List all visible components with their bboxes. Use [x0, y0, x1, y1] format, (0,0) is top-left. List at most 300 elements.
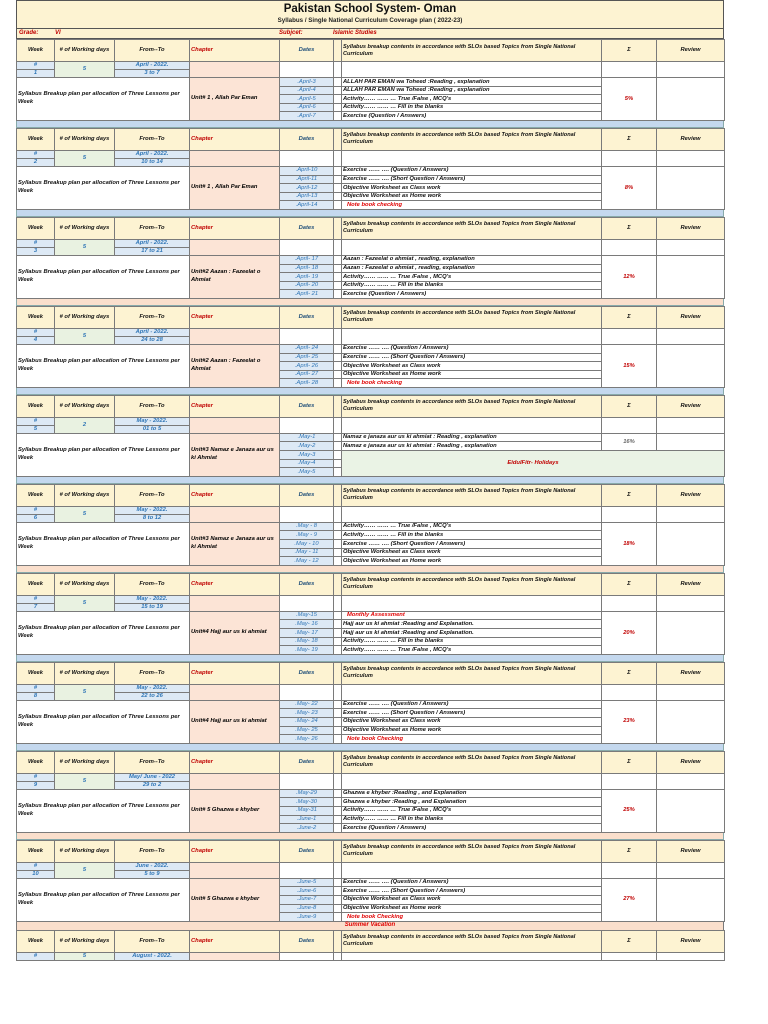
- coverage-percent: 8%: [602, 166, 657, 209]
- lesson-date: .April- 21: [280, 290, 334, 299]
- activity-item: Ghazwa e khyber :Reading , and Explanation: [342, 789, 602, 798]
- slo-header: Syllabus breakup contents in accordance with SLOs based Topics from Single National Curriculum: [342, 128, 602, 150]
- from-to-header: From--To: [115, 751, 190, 773]
- from-to-header: From--To: [115, 217, 190, 239]
- hash-cell: #: [17, 684, 55, 692]
- month-value: April - 2022.: [115, 239, 190, 247]
- hash-cell: #: [17, 62, 55, 70]
- week-block: [16, 484, 725, 566]
- coverage-percent: 15%: [602, 344, 657, 387]
- date-range: 10 to 14: [115, 158, 190, 166]
- from-to-header: From--To: [115, 306, 190, 328]
- lesson-date: .June-5: [280, 878, 334, 887]
- week-number: 9: [17, 781, 55, 789]
- lesson-date: .May-1: [280, 433, 334, 442]
- activity-item: Namaz e janaza aur us ki ahmiat : Reading , explanation: [342, 442, 602, 451]
- unit-title: Unit#3 Namaz e Janaza aur us ki Ahmiat: [190, 433, 280, 476]
- lesson-date: .April-4: [280, 86, 334, 95]
- lesson-date: .May-5: [280, 468, 334, 477]
- working-days-header: # of Working days: [55, 306, 115, 328]
- lesson-date: .April-3: [280, 78, 334, 87]
- from-to-header: From--To: [115, 930, 190, 952]
- week-header: Week: [17, 751, 55, 773]
- working-days-header: # of Working days: [55, 930, 115, 952]
- lesson-date: .April- 25: [280, 353, 334, 362]
- unit-title: Unit#3 Namaz e Janaza aur us ki Ahmiat: [190, 522, 280, 565]
- lesson-date: .May- 22: [280, 700, 334, 709]
- lesson-date: .May-31: [280, 806, 334, 815]
- lesson-date: .April-14: [280, 201, 334, 210]
- activity-item: Note book checking: [342, 201, 602, 210]
- breakup-plan-label: Syllabus Breakup plan per allocation of Three Lessons per Week: [17, 166, 190, 209]
- activity-item: Monthly Assessment: [342, 611, 602, 620]
- review-cell: [657, 78, 725, 121]
- unit-title: Unit# 1 , Allah Par Eman: [190, 166, 280, 209]
- activity-item: Exercise (Question / Answers): [342, 824, 602, 833]
- dates-header: Dates: [280, 217, 334, 239]
- block-separator: [16, 299, 724, 306]
- working-days-value: 5: [55, 150, 115, 166]
- working-days-value: 5: [55, 773, 115, 789]
- lesson-date: .April-13: [280, 192, 334, 201]
- activity-item: Objective Worksheet as Home work: [342, 192, 602, 201]
- activity-item: Hajj aur us ki ahmiat :Reading and Explanation.: [342, 620, 602, 629]
- week-block: [16, 840, 725, 922]
- activity-item: ALLAH PAR EMAN wa Toheed :Reading , explanation: [342, 78, 602, 87]
- working-days-value: 5: [55, 239, 115, 255]
- lesson-date: .June-1: [280, 815, 334, 824]
- activity-item: Exercise …… …. (Short Question / Answers): [342, 175, 602, 184]
- review-cell: [657, 700, 725, 743]
- month-value: April - 2022.: [115, 328, 190, 336]
- activity-item: Objective Worksheet as Class work: [342, 895, 602, 904]
- lesson-date: .April-6: [280, 103, 334, 112]
- activity-item: Exercise …… …. (Short Question / Answers): [342, 709, 602, 718]
- from-to-header: From--To: [115, 128, 190, 150]
- breakup-plan-label: Syllabus Breakup plan per allocation of Three Lessons per Week: [17, 433, 190, 476]
- lesson-date: .June-2: [280, 824, 334, 833]
- activity-item: Objective Worksheet as Home work: [342, 557, 602, 566]
- slo-header: Syllabus breakup contents in accordance with SLOs based Topics from Single National Curriculum: [342, 573, 602, 595]
- chapter-header: Chapter: [190, 930, 280, 952]
- activity-item: Activity…… …… … Fill in the blanks: [342, 281, 602, 290]
- week-header: Week: [17, 573, 55, 595]
- activity-item: Namaz e janaza aur us ki ahmiat : Reading , explanation: [342, 433, 602, 442]
- dates-header: Dates: [280, 40, 334, 62]
- hash-cell: #: [17, 150, 55, 158]
- week-header: Week: [17, 662, 55, 684]
- lesson-date: .May-15: [280, 611, 334, 620]
- review-header: Review: [657, 306, 725, 328]
- slo-header: Syllabus breakup contents in accordance with SLOs based Topics from Single National Curriculum: [342, 662, 602, 684]
- week-number: 3: [17, 247, 55, 255]
- review-cell: [657, 878, 725, 921]
- lesson-date: .April- 27: [280, 370, 334, 379]
- month-value: May - 2022.: [115, 417, 190, 425]
- activity-item: Aazan : Fazeelat o ahmiat , reading, explanation: [342, 255, 602, 264]
- lesson-date: .May - 12: [280, 557, 334, 566]
- working-days-value: 5: [55, 595, 115, 611]
- coverage-percent: 16%: [602, 433, 657, 450]
- lesson-date: .May- 26: [280, 735, 334, 744]
- breakup-plan-label: Syllabus Breakup plan per allocation of Three Lessons per Week: [17, 611, 190, 654]
- week-block: [16, 751, 725, 833]
- dates-header: Dates: [280, 128, 334, 150]
- dates-header: Dates: [280, 662, 334, 684]
- review-cell: [657, 344, 725, 387]
- review-header: Review: [657, 930, 725, 952]
- breakup-plan-label: Syllabus Breakup plan per allocation of Three Lessons per Week: [17, 255, 190, 298]
- lesson-date: .April- 20: [280, 281, 334, 290]
- block-separator: [16, 744, 724, 751]
- lesson-date: .April-12: [280, 184, 334, 193]
- week-header: Week: [17, 128, 55, 150]
- week-header: Week: [17, 217, 55, 239]
- date-range: 3 to 7: [115, 70, 190, 78]
- activity-item: Exercise …… …. (Short Question / Answers): [342, 887, 602, 896]
- activity-item: Objective Worksheet as Class work: [342, 717, 602, 726]
- month-value: May - 2022.: [115, 506, 190, 514]
- from-to-header: From--To: [115, 40, 190, 62]
- sigma-header: Σ: [602, 217, 657, 239]
- review-header: Review: [657, 217, 725, 239]
- chapter-header: Chapter: [190, 395, 280, 417]
- working-days-value: 5: [55, 506, 115, 522]
- sigma-header: Σ: [602, 662, 657, 684]
- chapter-header: Chapter: [190, 484, 280, 506]
- working-days-header: # of Working days: [55, 662, 115, 684]
- holiday-note: EidulFitr- Holidays: [342, 451, 725, 477]
- breakup-plan-label: Syllabus Breakup plan per allocation of Three Lessons per Week: [17, 700, 190, 743]
- lesson-date: .May-2: [280, 442, 334, 451]
- slo-header: Syllabus breakup contents in accordance with SLOs based Topics from Single National Curriculum: [342, 930, 602, 952]
- from-to-header: From--To: [115, 484, 190, 506]
- from-to-header: From--To: [115, 840, 190, 862]
- working-days-value: 2: [55, 417, 115, 433]
- week-header: Week: [17, 395, 55, 417]
- grade-value: VI: [55, 30, 61, 36]
- coverage-percent: 25%: [602, 789, 657, 832]
- block-separator: [16, 121, 724, 128]
- working-days-value: 5: [55, 328, 115, 344]
- chapter-header: Chapter: [190, 840, 280, 862]
- lesson-date: .May - 11: [280, 548, 334, 557]
- week-block: [16, 306, 725, 388]
- activity-item: Activity…… …… … Fill in the blanks: [342, 531, 602, 540]
- document-header: [16, 0, 724, 29]
- week-block: [16, 39, 725, 121]
- lesson-date: .May-3: [280, 451, 334, 460]
- activity-item: Activity…… …… … Fill in the blanks: [342, 815, 602, 824]
- block-separator: [16, 477, 724, 484]
- activity-item: Objective Worksheet as Home work: [342, 726, 602, 735]
- activity-item: Activity…… …… … True /False , MCQ's: [342, 95, 602, 104]
- sigma-header: Σ: [602, 306, 657, 328]
- activity-item: Note book Checking: [342, 913, 602, 922]
- review-header: Review: [657, 751, 725, 773]
- block-separator: [16, 655, 724, 662]
- lesson-date: .May-4: [280, 459, 334, 468]
- unit-title: Unit# 1 , Allah Par Eman: [190, 78, 280, 121]
- lesson-date: .June-9: [280, 913, 334, 922]
- lesson-date: .May- 18: [280, 637, 334, 646]
- review-header: Review: [657, 128, 725, 150]
- subject-label: Subjcet:: [279, 30, 303, 36]
- dates-header: Dates: [280, 573, 334, 595]
- week-number: 8: [17, 692, 55, 700]
- month-value: May - 2022.: [115, 595, 190, 603]
- lesson-date: .May- 16: [280, 620, 334, 629]
- lesson-date: .April- 28: [280, 379, 334, 388]
- date-range: 17 to 21: [115, 247, 190, 255]
- coverage-percent: 27%: [602, 878, 657, 921]
- review-header: Review: [657, 573, 725, 595]
- hash-cell: #: [17, 417, 55, 425]
- lesson-date: .April- 19: [280, 273, 334, 282]
- block-separator: [16, 566, 724, 573]
- sigma-header: Σ: [602, 484, 657, 506]
- working-days-header: # of Working days: [55, 484, 115, 506]
- activity-item: Note book Checking: [342, 735, 602, 744]
- hash-cell: #: [17, 773, 55, 781]
- grade-label: Grade:: [19, 30, 39, 36]
- plan-subtitle: Syllabus / Single National Curriculum Coverage plan ( 2022-23): [277, 17, 463, 24]
- chapter-header: Chapter: [190, 751, 280, 773]
- block-separator: [16, 388, 724, 395]
- lesson-date: .May - 8: [280, 522, 334, 531]
- review-cell: [657, 433, 725, 450]
- review-cell: [657, 166, 725, 209]
- lesson-date: .May- 23: [280, 709, 334, 718]
- grade-subject-row: [16, 29, 724, 39]
- activity-item: Exercise (Question / Answers): [342, 290, 602, 299]
- slo-header: Syllabus breakup contents in accordance with SLOs based Topics from Single National Curriculum: [342, 217, 602, 239]
- month-value: August - 2022.: [115, 952, 190, 960]
- working-days-header: # of Working days: [55, 217, 115, 239]
- breakup-plan-label: Syllabus Breakup plan per allocation of Three Lessons per Week: [17, 344, 190, 387]
- week-block-partial: [16, 930, 725, 961]
- working-days-header: # of Working days: [55, 573, 115, 595]
- review-header: Review: [657, 840, 725, 862]
- week-number: 2: [17, 158, 55, 166]
- lesson-date: .May- 19: [280, 646, 334, 655]
- review-cell: [657, 789, 725, 832]
- coverage-percent: 23%: [602, 700, 657, 743]
- week-number: 10: [17, 870, 55, 878]
- working-days-value: 5: [55, 862, 115, 878]
- review-cell: [657, 522, 725, 565]
- coverage-percent: 12%: [602, 255, 657, 298]
- chapter-header: Chapter: [190, 306, 280, 328]
- slo-header: Syllabus breakup contents in accordance with SLOs based Topics from Single National Curriculum: [342, 306, 602, 328]
- review-cell: [657, 255, 725, 298]
- unit-title: Unit# 5 Ghazwa e khyber: [190, 789, 280, 832]
- activity-item: Activity…… …… … True /False , MCQ's: [342, 273, 602, 282]
- activity-item: Exercise …… …. (Short Question / Answers): [342, 353, 602, 362]
- activity-item: Hajj aur us ki ahmiat :Reading and Explanation.: [342, 629, 602, 638]
- activity-item: Objective Worksheet as Home work: [342, 904, 602, 913]
- working-days-header: # of Working days: [55, 751, 115, 773]
- week-blocks: [16, 39, 724, 961]
- breakup-plan-label: Syllabus Breakup plan per allocation of Three Lessons per Week: [17, 522, 190, 565]
- school-title: Pakistan School System- Oman: [283, 3, 457, 15]
- unit-title: Unit# 5 Ghazwa e khyber: [190, 878, 280, 921]
- week-block: [16, 662, 725, 744]
- date-range: 15 to 19: [115, 603, 190, 611]
- week-block: [16, 128, 725, 210]
- activity-item: Objective Worksheet as Class work: [342, 548, 602, 557]
- working-days-header: # of Working days: [55, 40, 115, 62]
- breakup-plan-label: Syllabus Breakup plan per allocation of Three Lessons per Week: [17, 789, 190, 832]
- from-to-header: From--To: [115, 573, 190, 595]
- activity-item: Exercise …… …. (Question / Answers): [342, 166, 602, 175]
- week-block: [16, 217, 725, 299]
- breakup-plan-label: Syllabus Breakup plan per allocation of Three Lessons per Week: [17, 878, 190, 921]
- month-value: April - 2022.: [115, 62, 190, 70]
- lesson-date: .April- 26: [280, 362, 334, 371]
- lesson-date: .May- 24: [280, 717, 334, 726]
- sigma-header: Σ: [602, 751, 657, 773]
- sigma-header: Σ: [602, 395, 657, 417]
- activity-item: Activity…… …… … Fill in the blanks: [342, 637, 602, 646]
- activity-item: Aazan : Fazeelat o ahmiat , reading, explanation: [342, 264, 602, 273]
- lesson-date: .April- 24: [280, 344, 334, 353]
- lesson-date: .April-11: [280, 175, 334, 184]
- summer-vacation-note: Summer Vacation: [16, 922, 724, 930]
- sigma-header: Σ: [602, 840, 657, 862]
- week-header: Week: [17, 40, 55, 62]
- sigma-header: Σ: [602, 128, 657, 150]
- date-range: 24 to 28: [115, 336, 190, 344]
- hash-cell: #: [17, 595, 55, 603]
- breakup-plan-label: Syllabus Breakup plan per allocation of Three Lessons per Week: [17, 78, 190, 121]
- hash-cell: #: [17, 239, 55, 247]
- activity-item: Exercise (Question / Answers): [342, 112, 602, 121]
- working-days-header: # of Working days: [55, 840, 115, 862]
- date-range: 8 to 12: [115, 514, 190, 522]
- activity-item: Exercise …… …. (Question / Answers): [342, 878, 602, 887]
- sigma-header: Σ: [602, 40, 657, 62]
- month-value: May/ June - 2022: [115, 773, 190, 781]
- dates-header: Dates: [280, 306, 334, 328]
- month-value: June - 2022.: [115, 862, 190, 870]
- activity-item: Exercise …… …. (Short Question / Answers): [342, 540, 602, 549]
- chapter-header: Chapter: [190, 662, 280, 684]
- week-number: 4: [17, 336, 55, 344]
- chapter-header: Chapter: [190, 128, 280, 150]
- lesson-date: .May - 10: [280, 540, 334, 549]
- review-header: Review: [657, 40, 725, 62]
- lesson-date: .May - 9: [280, 531, 334, 540]
- week-number: 7: [17, 603, 55, 611]
- coverage-percent: 5%: [602, 78, 657, 121]
- sigma-header: Σ: [602, 573, 657, 595]
- week-block: [16, 395, 725, 477]
- dates-header: Dates: [280, 840, 334, 862]
- lesson-date: .May- 25: [280, 726, 334, 735]
- lesson-date: .June-8: [280, 904, 334, 913]
- week-header: Week: [17, 306, 55, 328]
- lesson-date: .April-7: [280, 112, 334, 121]
- unit-title: Unit#4 Hajj aur us ki ahmiat: [190, 611, 280, 654]
- activity-item: Exercise …… …. (Question / Answers): [342, 700, 602, 709]
- activity-item: Activity…… …… … True /False , MCQ's: [342, 806, 602, 815]
- week-number: 6: [17, 514, 55, 522]
- syllabus-sheet: [16, 0, 724, 961]
- month-value: April - 2022.: [115, 150, 190, 158]
- slo-header: Syllabus breakup contents in accordance with SLOs based Topics from Single National Curriculum: [342, 395, 602, 417]
- block-separator: [16, 833, 724, 840]
- lesson-date: .May-30: [280, 798, 334, 807]
- lesson-date: .April- 17: [280, 255, 334, 264]
- slo-header: Syllabus breakup contents in accordance with SLOs based Topics from Single National Curriculum: [342, 840, 602, 862]
- activity-item: Exercise …… …. (Question / Answers): [342, 344, 602, 353]
- activity-item: ALLAH PAR EMAN wa Toheed :Reading , explanation: [342, 86, 602, 95]
- lesson-date: .June-6: [280, 887, 334, 896]
- working-days-value: 5: [55, 62, 115, 78]
- block-separator: [16, 210, 724, 217]
- lesson-date: .May- 17: [280, 629, 334, 638]
- lesson-date: .May-29: [280, 789, 334, 798]
- activity-item: Ghazwa e khyber :Reading , and Explanation: [342, 798, 602, 807]
- from-to-header: From--To: [115, 662, 190, 684]
- date-range: 01 to 5: [115, 425, 190, 433]
- working-days-value: 5: [55, 684, 115, 700]
- slo-header: Syllabus breakup contents in accordance with SLOs based Topics from Single National Curriculum: [342, 751, 602, 773]
- working-days-header: # of Working days: [55, 395, 115, 417]
- hash-cell: #: [17, 506, 55, 514]
- activity-item: Objective Worksheet as Home work: [342, 370, 602, 379]
- lesson-date: .April-10: [280, 166, 334, 175]
- week-block: [16, 573, 725, 655]
- week-header: Week: [17, 930, 55, 952]
- subject-value: Islamic Studies: [333, 30, 377, 36]
- coverage-percent: 18%: [602, 522, 657, 565]
- week-number: 5: [17, 425, 55, 433]
- chapter-header: Chapter: [190, 217, 280, 239]
- lesson-date: .April-5: [280, 95, 334, 104]
- month-value: May - 2022.: [115, 684, 190, 692]
- review-header: Review: [657, 662, 725, 684]
- working-days-header: # of Working days: [55, 128, 115, 150]
- activity-item: Objective Worksheet as Class work: [342, 184, 602, 193]
- week-header: Week: [17, 840, 55, 862]
- activity-item: Activity…… …… … True /False , MCQ's: [342, 522, 602, 531]
- dates-header: Dates: [280, 751, 334, 773]
- review-cell: [657, 611, 725, 654]
- coverage-percent: 20%: [602, 611, 657, 654]
- date-range: 5 to 9: [115, 870, 190, 878]
- lesson-date: .June-7: [280, 895, 334, 904]
- chapter-header: Chapter: [190, 40, 280, 62]
- activity-item: Activity…… …… … Fill in the blanks: [342, 103, 602, 112]
- date-range: 22 to 26: [115, 692, 190, 700]
- date-range: 29 to 2: [115, 781, 190, 789]
- review-header: Review: [657, 484, 725, 506]
- slo-header: Syllabus breakup contents in accordance with SLOs based Topics from Single National Curriculum: [342, 40, 602, 62]
- dates-header: Dates: [280, 395, 334, 417]
- activity-item: Note book checking: [342, 379, 602, 388]
- hash-cell: #: [17, 328, 55, 336]
- activity-item: Objective Worksheet as Class work: [342, 362, 602, 371]
- activity-item: Activity…… …… … True /False , MCQ's: [342, 646, 602, 655]
- lesson-date: .April- 18: [280, 264, 334, 273]
- sigma-header: Σ: [602, 930, 657, 952]
- hash-cell: #: [17, 862, 55, 870]
- review-header: Review: [657, 395, 725, 417]
- from-to-header: From--To: [115, 395, 190, 417]
- week-header: Week: [17, 484, 55, 506]
